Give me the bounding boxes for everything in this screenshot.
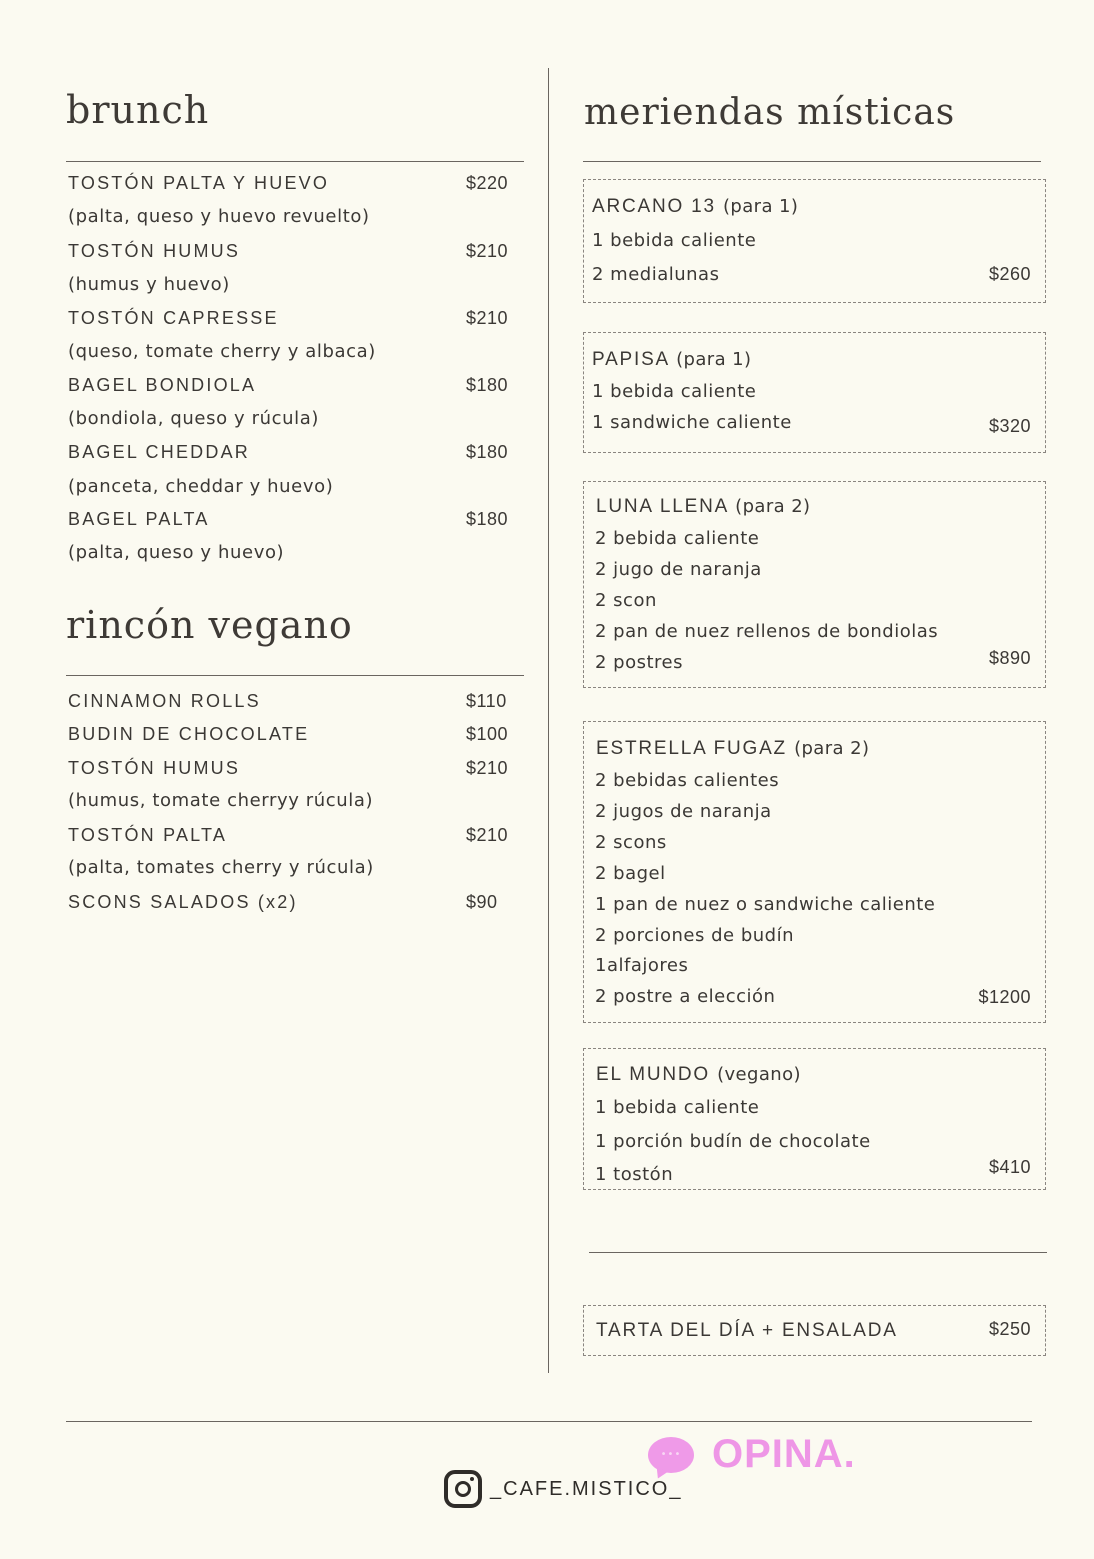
combo-title-note: (vegano) xyxy=(717,1064,801,1085)
menu-item-desc: (panceta, cheddar y huevo) xyxy=(68,476,334,497)
chat-bubble-icon xyxy=(648,1437,694,1473)
combo-line: 2 jugo de naranja xyxy=(595,559,762,580)
menu-item-desc: (bondiola, queso y rúcula) xyxy=(68,408,319,429)
combo-line: 2 bebida caliente xyxy=(595,528,760,549)
menu-item-desc: (humus y huevo) xyxy=(68,274,230,295)
combo-title-name: ARCANO 13 xyxy=(592,196,716,217)
combo-price: $890 xyxy=(988,648,1031,668)
combo-line: 1 bebida caliente xyxy=(595,1097,760,1118)
menu-item-price: $210 xyxy=(466,308,509,328)
vegano-divider xyxy=(66,675,524,676)
opina-watermark xyxy=(648,1432,856,1477)
combo-title xyxy=(592,349,751,371)
menu-item-price: $180 xyxy=(466,375,509,395)
menu-item-desc: (palta, queso y huevo revuelto) xyxy=(68,206,370,227)
combo-line: 1alfajores xyxy=(595,955,689,976)
menu-item-name: TOSTÓN HUMUS xyxy=(68,241,241,261)
combo-title xyxy=(592,196,798,218)
combo-title-note: (para 2) xyxy=(735,496,811,517)
combo-price: $260 xyxy=(988,264,1031,284)
menu-item-price: $90 xyxy=(466,892,498,912)
chat-bubble-dots: ••• xyxy=(660,1449,682,1460)
menu-item-name: TOSTÓN CAPRESSE xyxy=(68,308,279,328)
special-price: $250 xyxy=(988,1319,1031,1339)
combo-title-name: LUNA LLENA xyxy=(596,496,729,517)
combo-line: 1 sandwiche caliente xyxy=(592,412,792,433)
menu-item-desc: (humus, tomate cherryy rúcula) xyxy=(68,790,374,811)
menu-item-name: CINNAMON ROLLS xyxy=(68,691,261,711)
meriendas-divider xyxy=(583,161,1041,162)
combo-box-estrella-fugaz xyxy=(583,721,1046,1023)
menu-item-price: $220 xyxy=(466,173,509,193)
special-divider xyxy=(589,1252,1047,1253)
menu-item-name: BAGEL BONDIOLA xyxy=(68,375,257,395)
combo-line: 2 pan de nuez rellenos de bondiolas xyxy=(595,621,939,642)
combo-line: 1 tostón xyxy=(595,1164,674,1185)
combo-title xyxy=(596,496,810,518)
menu-item-price: $180 xyxy=(466,442,509,462)
menu-item-name: TOSTÓN PALTA Y HUEVO xyxy=(68,173,330,193)
footer-social[interactable] xyxy=(444,1470,682,1508)
menu-item-name: SCONS SALADOS (x2) xyxy=(68,892,298,912)
combo-title xyxy=(596,1064,801,1086)
combo-line: 1 pan de nuez o sandwiche caliente xyxy=(595,894,936,915)
special-box xyxy=(583,1305,1046,1356)
combo-price: $320 xyxy=(988,416,1031,436)
brunch-heading: brunch xyxy=(66,88,210,132)
combo-box-el-mundo xyxy=(583,1048,1046,1190)
menu-item-desc: (queso, tomate cherry y albaca) xyxy=(68,341,376,362)
menu-item-name: BAGEL CHEDDAR xyxy=(68,442,250,462)
combo-box-papisa xyxy=(583,332,1046,453)
combo-line: 2 bebidas calientes xyxy=(595,770,780,791)
menu-item-price: $180 xyxy=(466,509,509,529)
menu-item-name: TOSTÓN PALTA xyxy=(68,825,228,845)
menu-item-name: TOSTÓN HUMUS xyxy=(68,758,241,778)
combo-title-note: (para 2) xyxy=(794,738,870,759)
combo-price: $1200 xyxy=(978,987,1031,1007)
combo-line: 2 postres xyxy=(595,652,684,673)
meriendas-heading: meriendas místicas xyxy=(584,92,956,133)
combo-box-arcano-13 xyxy=(583,179,1046,303)
menu-item-desc: (palta, tomates cherry y rúcula) xyxy=(68,857,374,878)
combo-line: 2 scons xyxy=(595,832,667,853)
combo-title-name: ESTRELLA FUGAZ xyxy=(596,738,787,759)
menu-item-price: $210 xyxy=(466,825,509,845)
special-title: TARTA DEL DÍA + ENSALADA xyxy=(596,1320,898,1341)
column-divider xyxy=(548,68,549,1373)
combo-line: 1 porción budín de chocolate xyxy=(595,1131,871,1152)
menu-item-price: $210 xyxy=(466,241,509,261)
combo-price: $410 xyxy=(988,1157,1031,1177)
vegano-heading: rincón vegano xyxy=(66,603,353,647)
combo-title-name: PAPISA xyxy=(592,349,669,370)
combo-line: 2 scon xyxy=(595,590,657,611)
combo-title-name: EL MUNDO xyxy=(596,1064,710,1085)
combo-line: 1 bebida caliente xyxy=(592,381,757,402)
combo-line: 2 postre a elección xyxy=(595,986,776,1007)
opina-text: OPINA. xyxy=(712,1432,856,1476)
combo-line: 2 bagel xyxy=(595,863,666,884)
menu-item-price: $210 xyxy=(466,758,509,778)
combo-title xyxy=(596,738,869,760)
menu-item-name: BUDIN DE CHOCOLATE xyxy=(68,724,310,744)
instagram-handle[interactable]: _CAFE.MISTICO_ xyxy=(490,1477,683,1500)
menu-item-price: $110 xyxy=(466,691,507,711)
combo-title-note: (para 1) xyxy=(676,349,752,370)
instagram-icon xyxy=(444,1470,482,1508)
combo-line: 1 bebida caliente xyxy=(592,230,757,251)
combo-title-note: (para 1) xyxy=(723,196,799,217)
menu-item-name: BAGEL PALTA xyxy=(68,509,210,529)
combo-line: 2 medialunas xyxy=(592,264,720,285)
menu-item-desc: (palta, queso y huevo) xyxy=(68,542,285,563)
menu-item-price: $100 xyxy=(466,724,509,744)
brunch-divider xyxy=(66,161,524,162)
combo-line: 2 jugos de naranja xyxy=(595,801,772,822)
footer-divider xyxy=(66,1421,1032,1422)
combo-line: 2 porciones de budín xyxy=(595,925,794,946)
combo-box-luna-llena xyxy=(583,481,1046,688)
